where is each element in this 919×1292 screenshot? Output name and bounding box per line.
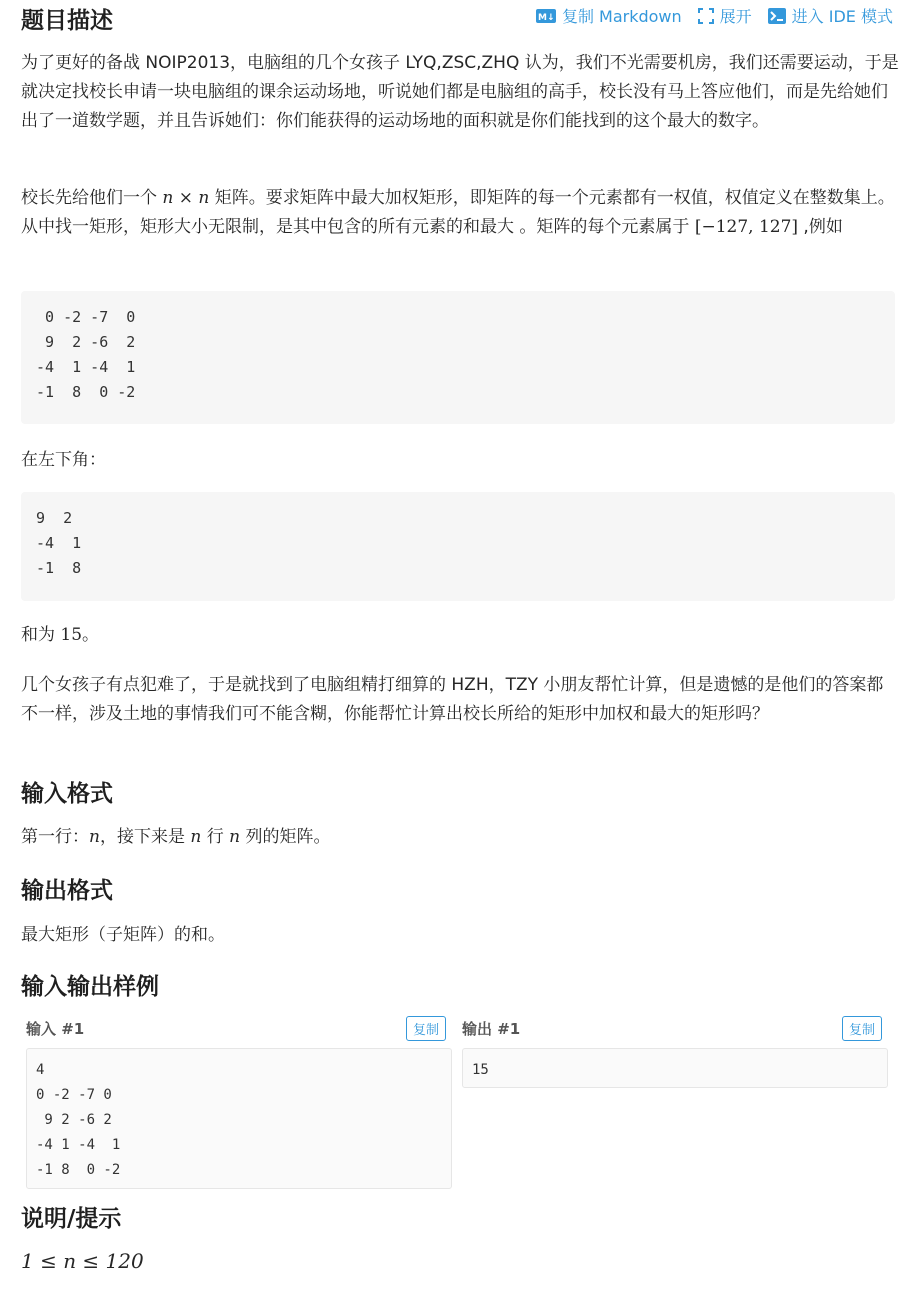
ide-mode-button[interactable]	[768, 4, 893, 27]
value-range-math: [−127, 127]	[694, 217, 799, 237]
output-format-text: 最大矩形（子矩阵）的和。	[21, 925, 225, 945]
sample-output-label: 输出 #1	[462, 1020, 521, 1038]
n-math-1: n	[89, 827, 100, 847]
para2-text-middle: 矩阵。要求矩阵中最大加权矩形，即矩阵的每一个元素都有一权值，权值定义在整数集上。从中找一矩形，矩形大小无限制，是其中包含的所有元素的和最大 。矩阵的每个元素属于	[21, 188, 895, 237]
sum-text	[21, 621, 899, 650]
matrix-size-math: n × n	[162, 188, 210, 208]
input-format-before: 第一行：	[21, 827, 89, 847]
markdown-icon	[536, 9, 556, 23]
n-math-3: n	[229, 827, 241, 847]
expand-label: 展开	[719, 7, 752, 26]
copy-markdown-button[interactable]	[536, 4, 682, 27]
sample-input-box: 4 0 -2 -7 0 9 2 -6 2 -4 1 -4 1 -1 8 0 -2	[26, 1048, 452, 1189]
corner-matrix-block: 9 2 -4 1 -1 8	[21, 492, 895, 601]
description-paragraph-2	[21, 184, 899, 242]
output-format-title: 输出格式	[21, 878, 113, 904]
input-format-text	[21, 823, 899, 852]
copy-input-button[interactable]: 复制	[406, 1016, 446, 1041]
sample-output-box: 15	[462, 1048, 888, 1088]
sum-text-after: 。	[82, 625, 100, 645]
svg-text:M↓: M↓	[537, 12, 555, 23]
para2-text-after: ,例如	[798, 217, 843, 237]
sample-input-label: 输入 #1	[26, 1020, 85, 1038]
input-format-mid1: ，接下来是	[99, 827, 191, 847]
copy-markdown-label: 复制 Markdown	[561, 7, 682, 26]
para2-text-before: 校长先给他们一个	[21, 188, 163, 208]
description-paragraph-3: 几个女孩子有点犯难了，于是就找到了电脑组精打细算的 HZH，TZY 小朋友帮忙计算，但是遗憾的是他们的答案都不一样，涉及土地的事情我们可不能含糊，你能帮忙计算出校长所给的矩形中加权和最大的矩形吗？	[21, 675, 884, 724]
hint-title: 说明/提示	[21, 1206, 122, 1232]
expand-icon	[698, 8, 714, 24]
example-matrix-block: 0 -2 -7 0 9 2 -6 2 -4 1 -4 1 -1 8 0 -2	[21, 291, 895, 424]
sum-text-before: 和为	[21, 625, 61, 645]
constraint-math: 1 ≤ n ≤ 120	[21, 1249, 144, 1273]
samples-title: 输入输出样例	[21, 974, 159, 1000]
input-format-mid2: 行	[201, 827, 230, 847]
input-format-after: 列的矩阵。	[240, 827, 331, 847]
ide-mode-label: 进入 IDE 模式	[791, 7, 893, 26]
toolbar	[536, 4, 893, 27]
input-format-title: 输入格式	[21, 781, 113, 807]
n-math-2: n	[190, 827, 202, 847]
description-paragraph-1: 为了更好的备战 NOIP2013，电脑组的几个女孩子 LYQ,ZSC,ZHQ 认为，我们不光需要机房，我们还需要运动，于是就决定找校长申请一块电脑组的课余运动场地，听说她们都是电脑组的高手，校长没有马上答应他们，而是先给她们出了一道数学题，并且告诉她们：你们能获得的运动场地的面积就是你们能找到的这个最大的数字。	[21, 53, 899, 131]
copy-output-button[interactable]: 复制	[842, 1016, 882, 1041]
description-title: 题目描述	[21, 8, 113, 34]
terminal-icon	[768, 8, 786, 24]
sum-value-math: 15	[60, 625, 83, 645]
corner-text: 在左下角：	[21, 450, 106, 470]
expand-button[interactable]	[698, 4, 752, 27]
